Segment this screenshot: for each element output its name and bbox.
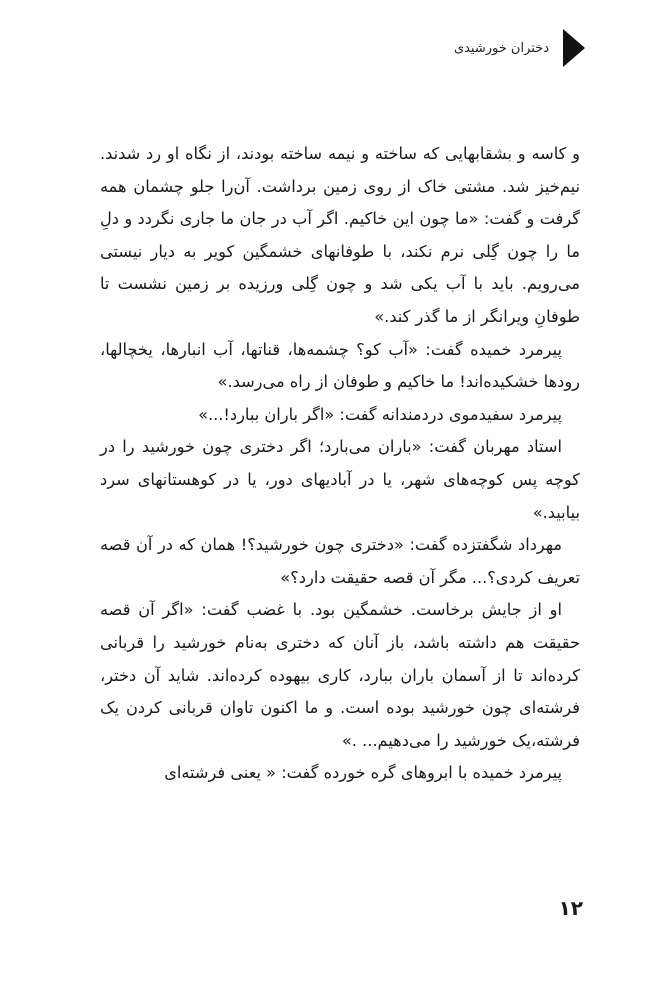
body-text xyxy=(100,138,580,790)
running-title: دختران خورشیدی xyxy=(453,40,549,56)
paragraph: پیرمرد خمیده گفت: «آب کو؟ چشمه‌ها، قناتها، آب انبارها، یخچالها، رودها خشکیده‌اند! ما خاکیم و طوفان از راه می‌رسد.» xyxy=(100,339,580,392)
paragraph: و کاسه و بشقابهایی که ساخته و نیمه ساخته بودند، از نگاه او رد شدند. نیم‌خیز شد. مشتی خاک از روی زمین برداشت. آن‌را جلو چشمان همه گرفت و گفت: «ما چون این خاکیم. اگر آب در جان ما جاری نگردد و دلِ ما را چون گِلی نرم نکند، با طوفانهای خشمگین کویر به دیار نیستی می‌رویم. باید با آب یکی شد و چون گِلی ورزیده بر زمین نشست تا طوفانِ ویرانگر از ما گذر کند.» xyxy=(100,144,580,326)
paragraph: مهرداد شگفتزده گفت: «دختری چون خورشید؟! همان که در آن قصه تعریف کردی؟... مگر آن قصه حقیقت دارد؟» xyxy=(100,535,580,587)
paragraph: او از جایش برخاست. خشمگین بود. با غضب گفت: «اگر آن قصه حقیقت هم داشته باشد، باز آنان که دختری به‌نام خورشید را قربانی کرده‌اند تا از آسمان باران ببارد، کاری بیهوده کرده‌اند. شاید آن دختر، فرشته‌ای چون خورشید بوده است. و ما اکنون تاوان قربانی کردن یک فرشته،یک خورشید را می‌دهیم... .» xyxy=(100,600,580,750)
paragraph: پیرمرد سفیدموی دردمندانه گفت: «اگر باران ببارد!...» xyxy=(198,404,562,424)
paragraph: پیرمرد خمیده با ابروهای گره خورده گفت: « یعنی فرشته‌ای xyxy=(164,763,562,783)
running-header xyxy=(454,28,585,68)
paragraph: استاد مهربان گفت: «باران می‌بارد؛ اگر دختری چون خورشید را در کوچه پس کوچه‌های شهر، یا در آبادیهای دور، یا در کوهستانهای سرد بیابید.» xyxy=(100,437,580,522)
triangle-marker-icon xyxy=(563,29,585,67)
page-number: ۱۲ xyxy=(558,896,583,920)
